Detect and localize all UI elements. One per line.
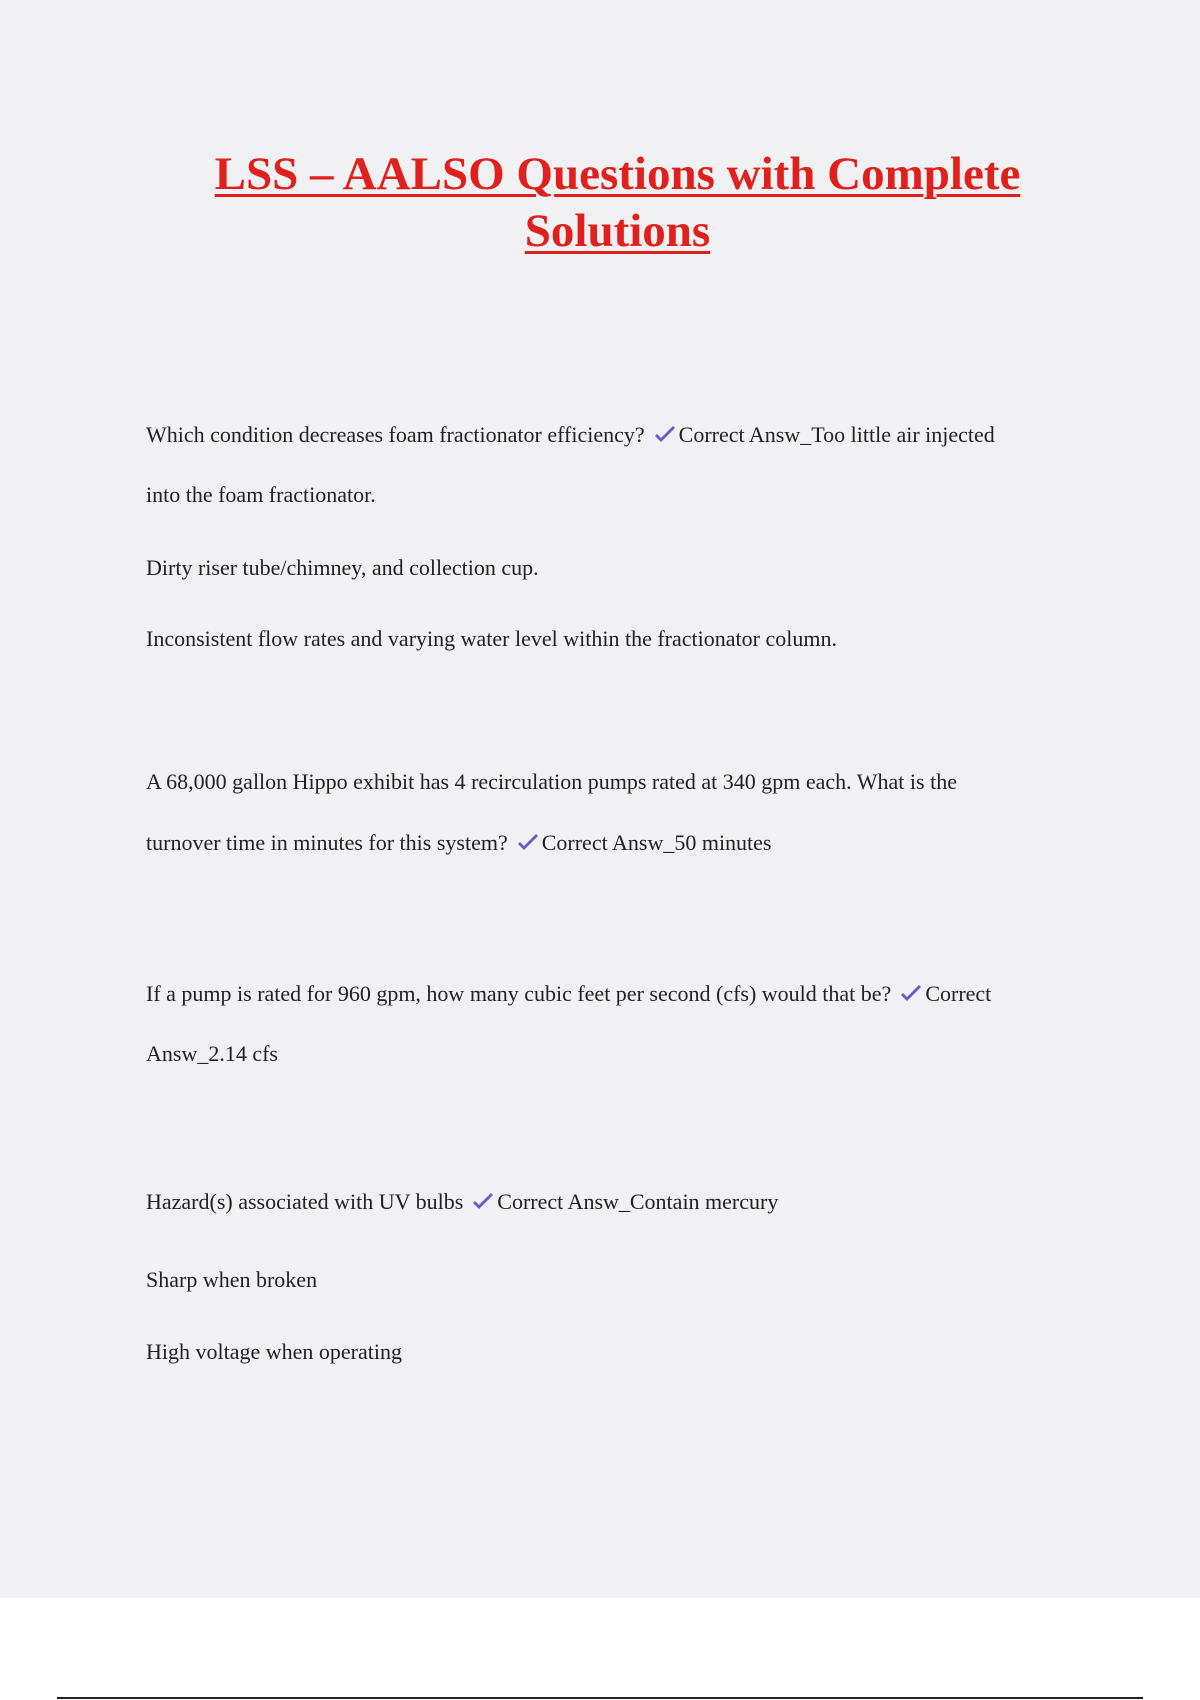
question-1-answer: Correct Answ_Too little air injected: [678, 422, 995, 447]
question-4-text: Hazard(s) associated with UV bulbs: [146, 1189, 464, 1214]
question-4-line-1: [146, 1188, 778, 1216]
question-1-extra-1: Dirty riser tube/chimney, and collection cup.: [146, 555, 539, 580]
question-4-extra-1: Sharp when broken: [146, 1267, 318, 1292]
question-3-line-1: [146, 980, 991, 1008]
question-3-text: If a pump is rated for 960 gpm, how many cubic feet per second (cfs) would that be?: [146, 981, 892, 1006]
question-2-line-2: [146, 829, 772, 857]
question-2-line-1: A 68,000 gallon Hippo exhibit has 4 recirculation pumps rated at 340 gpm each. What is the: [146, 769, 957, 794]
question-4-extra-2: High voltage when operating: [146, 1339, 402, 1364]
title-line-1: LSS – AALSO Questions with Complete: [214, 148, 1021, 200]
question-1-extra-2: Inconsistent flow rates and varying water level within the fractionator column.: [146, 626, 837, 651]
question-2-text: turnover time in minutes for this system?: [146, 830, 508, 855]
question-1-line-1: [146, 421, 995, 449]
question-3-line-2: Answ_2.14 cfs: [146, 1041, 278, 1066]
question-2-answer: Correct Answ_50 minutes: [541, 830, 772, 855]
document-title: [0, 146, 1200, 260]
checkmark-icon: [653, 425, 677, 445]
title-line-2: Solutions: [524, 205, 711, 257]
question-1-text: Which condition decreases foam fractionator efficiency?: [146, 422, 645, 447]
checkmark-icon: [899, 984, 923, 1004]
checkmark-icon: [471, 1192, 495, 1212]
checkmark-icon: [516, 833, 540, 853]
question-3-answer: Correct: [925, 981, 992, 1006]
footer-divider: [57, 1697, 1143, 1699]
question-1-line-2: into the foam fractionator.: [146, 482, 376, 507]
question-4-answer: Correct Answ_Contain mercury: [497, 1189, 779, 1214]
